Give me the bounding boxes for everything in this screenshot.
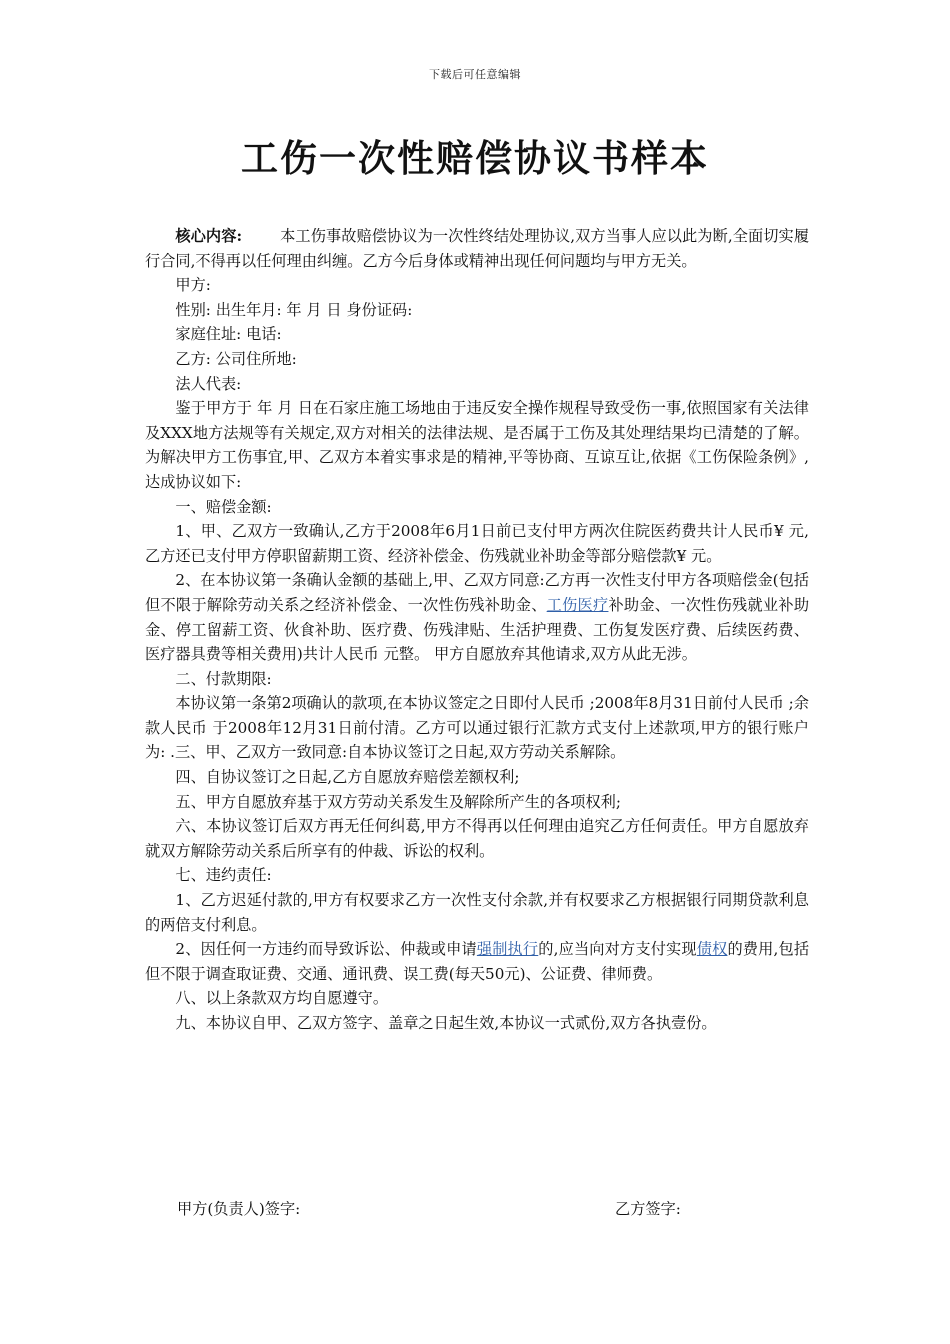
section-2-heading: 二、付款期限: <box>175 669 272 688</box>
section-1-item-2-text-a: 2、在本协议第一条确认金额的基础上,甲、乙双方同意:乙方再一次性支付甲方各项赔偿金(包括但不限于解除劳动关系之经济补偿金、一次性伤残补助金、 <box>145 571 809 614</box>
legal-representative-line: 法人代表: <box>175 374 242 393</box>
document-title: 工伤一次性赔偿协议书样本 <box>241 137 709 180</box>
core-content-label: 核心内容: <box>175 227 243 245</box>
party-a-signature-label: 甲方(负责人)签字: <box>177 1200 301 1218</box>
section-7-item-2 <box>145 937 809 986</box>
section-7-heading: 七、违约责任: <box>175 866 272 885</box>
address-phone-line: 家庭住址: 电话: <box>175 325 282 344</box>
section-1-item-2-text-b: 补助金、一次性伤残就业补助金、停工留薪工资、伙食补助、医疗费、伤残津贴、生活护理费、工伤复发医疗费、后续医药费、医疗器具费等相关费用)共计人民币 元整。 甲方自愿放弃其他请求,双方从此无涉。 <box>145 595 810 664</box>
document-body <box>145 224 809 1036</box>
preamble-paragraph: 鉴于甲方于 年 月 日在石家庄施工场地由于违反安全操作规程导致受伤一事,依照国家有关法律及XXX地方法规等有关规定,双方对相关的法律法规、是否属于工伤及其处理结果均已清楚的了解。为解决甲方工伤事宜,甲、乙双方本着实事求是的精神,平等协商、互谅互让,依据《工伤保险条例》,达成协议如下: <box>145 399 809 491</box>
section-1-item-2 <box>145 568 809 666</box>
section-8: 八、以上条款双方均自愿遵守。 <box>175 989 389 1008</box>
section-4: 四、自协议签订之日起,乙方自愿放弃赔偿差额权利; <box>175 768 520 787</box>
party-a-line: 甲方: <box>175 276 211 295</box>
section-6: 六、本协议签订后双方再无任何纠葛,甲方不得再以任何理由追究乙方任何责任。甲方自愿放弃就双方解除劳动关系后所享有的仲裁、诉讼的权利。 <box>145 817 809 860</box>
enforcement-link[interactable]: 强制执行 <box>476 940 539 959</box>
section-5: 五、甲方自愿放弃基于双方劳动关系发生及解除所产生的各项权利; <box>175 792 621 811</box>
section-7-item-2-text-b: 的,应当向对方支付实现 <box>538 940 697 959</box>
section-1-item-1: 1、甲、乙双方一致确认,乙方于2008年6月1日前已支付甲方两次住院医药费共计人民币¥ 元,乙方还已支付甲方停职留薪期工资、经济补偿金、伤残就业补助金等部分赔偿款¥ 元。 <box>145 522 809 565</box>
section-1-heading: 一、赔偿金额: <box>175 497 272 516</box>
party-b-line: 乙方: 公司住所地: <box>175 349 297 368</box>
header-note: 下载后可任意编辑 <box>429 68 521 81</box>
core-content-text: 本工伤事故赔偿协议为一次性终结处理协议,双方当事人应以此为断,全面切实履行合同,不得再以任何理由纠缠。乙方今后身体或精神出现任何问题均与甲方无关。 <box>145 227 810 270</box>
gender-birth-id-line: 性别: 出生年月: 年 月 日 身份证码: <box>175 300 413 319</box>
work-injury-medical-link[interactable]: 工伤医疗 <box>546 595 609 614</box>
section-7-item-2-text-a: 2、因任何一方违约而导致诉讼、仲裁或申请 <box>175 940 477 959</box>
core-content-paragraph <box>145 224 809 273</box>
party-b-signature-label: 乙方签字: <box>615 1200 681 1218</box>
section-7-item-1: 1、乙方迟延付款的,甲方有权要求乙方一次性支付余款,并有权要求乙方根据银行同期贷款利息的两倍支付利息。 <box>145 891 809 934</box>
section-7-item-2-text-c: 的费用,包括但不限于调查取证费、交通、通讯费、误工费(每天50元)、公证费、律师费。 <box>145 940 810 983</box>
section-9: 九、本协议自甲、乙双方签字、盖章之日起生效,本协议一式贰份,双方各执壹份。 <box>175 1014 717 1032</box>
creditor-rights-link[interactable]: 债权 <box>696 940 728 959</box>
section-2-text: 本协议第一条第2项确认的款项,在本协议签定之日即付人民币 ;2008年8月31日前付人民币 ;余款人民币 于2008年12月31日前付清。乙方可以通过银行汇款方式支付上述款项,甲方的银行账户为: .三、甲、乙双方一致同意:自本协议签订之日起,双方劳动关系解除。 <box>145 694 809 762</box>
